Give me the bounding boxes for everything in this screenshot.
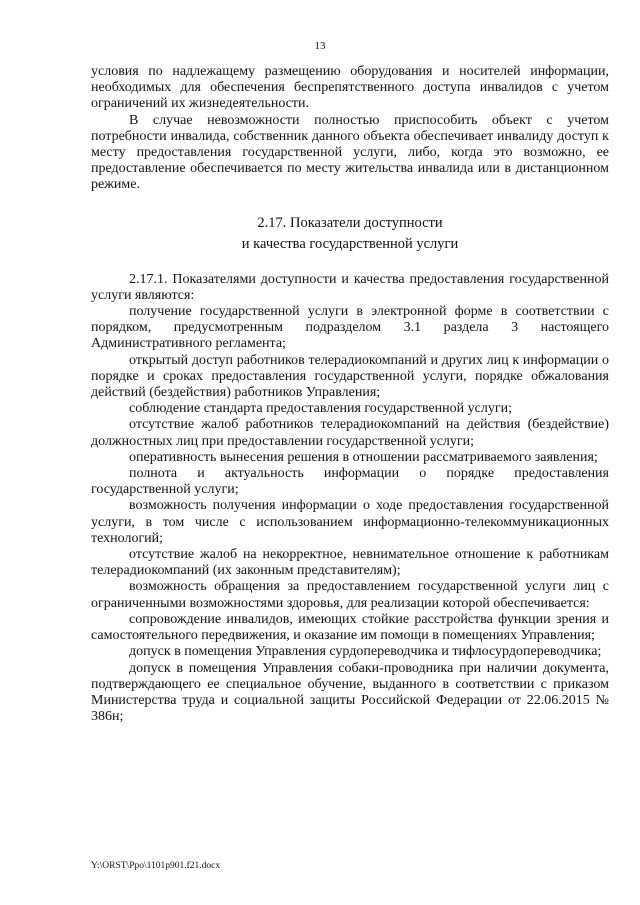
paragraph-impossibility: В случае невозможности полностью приспособить объект с учетом потребности инвалида, собственник данного объекта обеспечивает инвалиду доступ к месту предоставления государственной услуги, либо, когда это возможно, ее предоставление обеспечивается по месту жительства инвалида или в дистанционном режиме. bbox=[91, 112, 609, 193]
paragraph-item: допуск в помещения Управления собаки-проводника при наличии документа, подтверждающего ее специальное обучение, выданного в соответствии с приказом Министерства труда и социальной защиты Российской Федерации от 22.06.2015 № 386н; bbox=[91, 660, 609, 725]
paragraph-item: отсутствие жалоб работников телерадиокомпаний на действия (бездействие) должностных лиц при предоставлении государственной услуги; bbox=[91, 417, 609, 449]
paragraph-item: полнота и актуальность информации о порядке предоставления государственной услуги; bbox=[91, 466, 609, 498]
page-number: 13 bbox=[314, 40, 326, 52]
document-body bbox=[91, 64, 609, 725]
section-title-line-1: 2.17. Показатели доступности bbox=[257, 214, 443, 231]
paragraph-item: отсутствие жалоб на некорректное, невнимательное отношение к работникам телерадиокомпаний (их законным представителям); bbox=[91, 547, 609, 579]
paragraph-item: сопровождение инвалидов, имеющих стойкие расстройства функции зрения и самостоятельного передвижения, и оказание им помощи в помещениях Управления; bbox=[91, 611, 609, 644]
paragraph-item: возможность обращения за предоставлением государственной услуги лиц с ограниченными возможностями здоровья, для реализации которой обеспечивается: bbox=[91, 579, 609, 611]
paragraph-item: возможность получения информации о ходе предоставления государственной услуги, в том числе с использованием информационно-телекоммуникационных технологий; bbox=[91, 498, 609, 546]
paragraph-item: оперативность вынесения решения в отношении рассматриваемого заявления; bbox=[129, 449, 598, 465]
paragraph-item: допуск в помещения Управления сурдопереводчика и тифлосурдопереводчика; bbox=[129, 644, 602, 660]
paragraph-item: соблюдение стандарта предоставления государственной услуги; bbox=[129, 401, 512, 417]
paragraph-conditions: условия по надлежащему размещению оборудования и носителей информации, необходимых для обеспечения беспрепятственного доступа инвалидов с учетом ограничений их жизнедеятельности. bbox=[91, 64, 609, 112]
paragraph-item: получение государственной услуги в электронной форме в соответствии с порядком, предусмотренным подразделом 3.1 раздела 3 настоящего Административного регламента; bbox=[91, 304, 609, 352]
file-path-footer: Y:\ORST\Ppo\1101p901.f21.docx bbox=[91, 861, 221, 871]
paragraph-item: 2.17.1. Показателями доступности и качества предоставления государственной услуги являются: bbox=[91, 271, 609, 303]
section-title-line-2: и качества государственной услуги bbox=[241, 235, 459, 252]
section-title bbox=[91, 213, 609, 255]
paragraph-item: открытый доступ работников телерадиокомпаний и других лиц к информации о порядке и сроках предоставления государственной услуги, порядке обжалования действий (бездействия) работников Управления; bbox=[91, 352, 609, 401]
